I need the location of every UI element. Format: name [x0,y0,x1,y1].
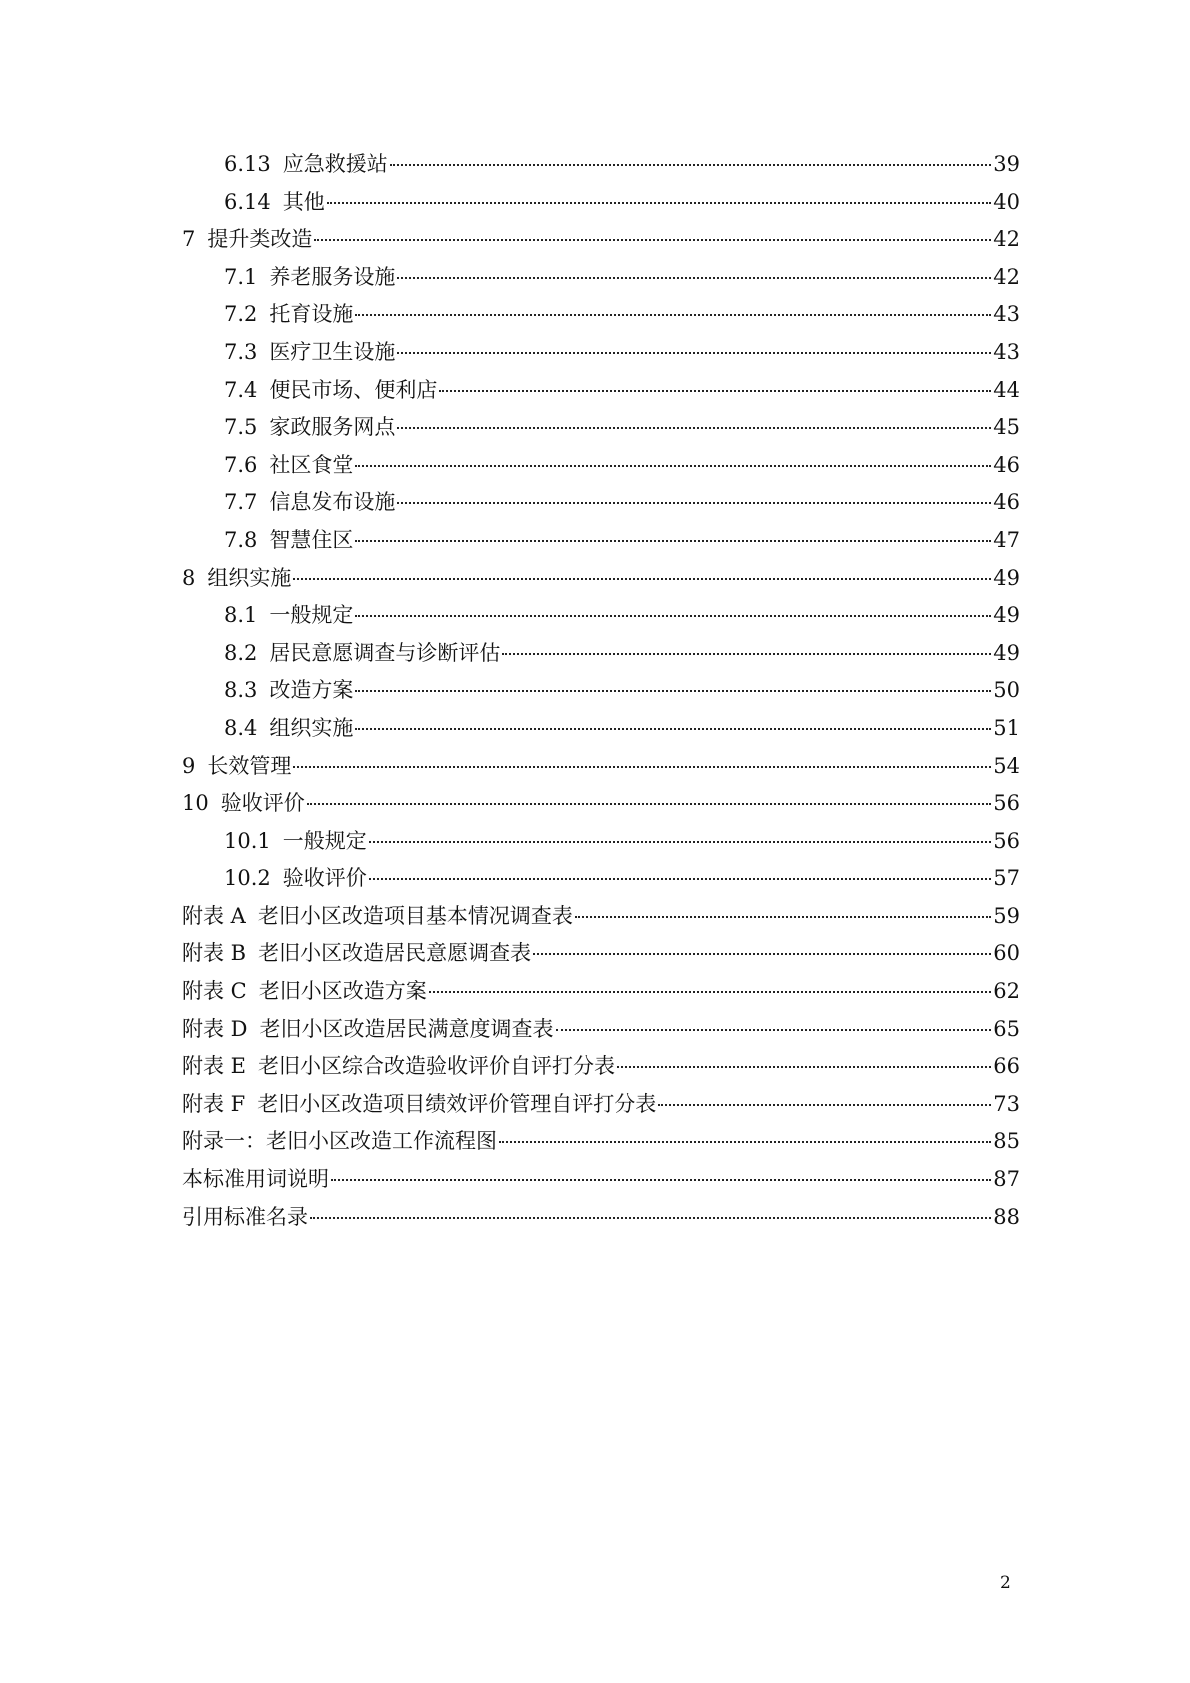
toc-entry-number: 8.2 [224,640,258,665]
toc-entry-title [182,1086,656,1124]
toc-entry-text: 组织实施 [207,565,292,590]
toc-dot-leader [397,351,991,354]
toc-dot-leader [310,1216,991,1219]
toc-entry-title [224,597,353,635]
toc-entry-text: 本标准用词说明 [182,1167,329,1192]
toc-entry-page: 40 [993,189,1020,214]
toc-entry-page: 42 [993,227,1020,252]
toc-entry-number: 10 [182,791,209,816]
toc-entry-number: 7.4 [224,377,258,402]
toc-dot-leader [314,238,991,241]
toc-entry-title [182,785,305,823]
toc-entry-number: 9 [182,753,196,778]
toc-entry[interactable] [182,860,1020,898]
toc-entry-text: 养老服务设施 [269,264,396,289]
toc-entry[interactable] [182,409,1020,447]
toc-entry[interactable] [182,748,1020,786]
toc-dot-leader [355,464,991,467]
toc-dot-leader [429,990,992,993]
toc-entry-number: 8.3 [224,678,258,703]
toc-entry-text: 托育设施 [269,302,354,327]
table-of-contents [182,146,1020,1236]
toc-entry[interactable] [182,1199,1020,1237]
toc-entry-title [182,1011,554,1049]
toc-entry[interactable] [182,898,1020,936]
toc-entry-page: 49 [993,565,1020,590]
toc-entry[interactable] [182,635,1020,673]
toc-entry-text: 附录一：老旧小区改造工作流程图 [182,1129,497,1154]
toc-entry-text: 长效管理 [207,753,292,778]
toc-dot-leader [533,952,991,955]
toc-entry-number: 7.5 [224,415,258,440]
toc-entry-page: 85 [993,1129,1020,1154]
toc-entry[interactable] [182,522,1020,560]
toc-dot-leader [355,727,991,730]
toc-entry-title [224,672,353,710]
toc-entry-title [224,146,388,184]
toc-entry[interactable] [182,560,1020,598]
toc-entry-page: 44 [993,377,1020,402]
toc-entry-title [224,259,395,297]
toc-entry-number: 6.13 [224,152,271,176]
toc-entry-title [182,1048,615,1086]
toc-entry-number: 附表 B [182,941,247,966]
toc-entry[interactable] [182,1048,1020,1086]
toc-entry-title [182,973,427,1011]
toc-entry-page: 47 [993,527,1020,552]
toc-entry-text: 医疗卫生设施 [269,339,396,364]
toc-entry-text: 引用标准名录 [182,1204,308,1229]
toc-entry[interactable] [182,334,1020,372]
toc-entry[interactable] [182,146,1020,184]
toc-entry-title [224,296,353,334]
toc-entry[interactable] [182,1086,1020,1124]
toc-entry-text: 老旧小区改造项目绩效评价管理自评打分表 [257,1091,657,1116]
toc-entry-number: 7.2 [224,302,258,327]
toc-entry[interactable] [182,484,1020,522]
toc-entry-title [224,372,437,410]
toc-entry-number: 7.8 [224,527,258,552]
toc-entry-title [182,560,291,598]
toc-entry[interactable] [182,973,1020,1011]
toc-entry[interactable] [182,935,1020,973]
toc-entry-number: 8 [182,565,196,590]
toc-dot-leader [397,501,991,504]
toc-entry-title [224,484,395,522]
toc-entry-text: 智慧住区 [269,527,354,552]
toc-entry-page: 49 [993,603,1020,628]
toc-dot-leader [617,1065,991,1068]
toc-dot-leader [355,313,991,316]
toc-entry-title [224,823,367,861]
toc-entry-page: 39 [993,152,1020,176]
toc-entry-title [182,221,312,259]
toc-entry-title [224,860,367,898]
toc-dot-leader [658,1103,991,1106]
toc-entry-page: 56 [993,828,1020,853]
toc-entry-page: 43 [993,339,1020,364]
toc-entry-title [182,1199,308,1237]
toc-entry-number: 7.7 [224,490,258,515]
toc-dot-leader [502,652,991,655]
toc-entry-title [182,898,573,936]
toc-entry-number: 10.1 [224,828,271,853]
toc-entry-title [224,409,395,447]
toc-dot-leader [369,877,992,880]
toc-entry-number: 8.1 [224,603,258,628]
toc-entry[interactable] [182,184,1020,222]
toc-entry-text: 其他 [282,189,325,214]
toc-entry-text: 老旧小区改造方案 [258,979,427,1004]
toc-entry-number: 附表 F [182,1091,246,1116]
page-number: 2 [1000,1573,1011,1593]
toc-entry-title [182,1123,497,1161]
toc-entry-title [224,184,325,222]
toc-dot-leader [397,276,991,279]
toc-entry-page: 66 [993,1054,1020,1079]
toc-entry-text: 改造方案 [269,678,354,703]
toc-entry[interactable] [182,1011,1020,1049]
toc-entry-text: 老旧小区综合改造验收评价自评打分表 [258,1054,616,1079]
toc-entry-text: 验收评价 [220,791,305,816]
toc-entry-page: 73 [993,1091,1020,1116]
toc-entry[interactable] [182,259,1020,297]
toc-entry-number: 10.2 [224,866,271,891]
toc-entry[interactable] [182,672,1020,710]
toc-entry-title [182,1161,329,1199]
toc-dot-leader [307,802,992,805]
toc-entry-text: 信息发布设施 [269,490,396,515]
toc-entry-page: 51 [993,715,1020,740]
toc-dot-leader [293,577,991,580]
toc-entry-page: 56 [993,791,1020,816]
toc-entry-text: 便民市场、便利店 [269,377,438,402]
toc-entry[interactable] [182,447,1020,485]
toc-entry-page: 87 [993,1167,1020,1192]
toc-entry-title [182,935,531,973]
toc-entry-number: 7 [182,227,196,252]
toc-entry-page: 62 [993,979,1020,1004]
toc-entry-number: 8.4 [224,715,258,740]
toc-dot-leader [293,765,991,768]
toc-dot-leader [556,1028,992,1031]
toc-dot-leader [355,614,991,617]
toc-entry-page: 54 [993,753,1020,778]
toc-entry[interactable] [182,823,1020,861]
toc-entry-number: 6.14 [224,189,271,214]
toc-entry-number: 7.6 [224,452,258,477]
toc-entry[interactable] [182,372,1020,410]
toc-dot-leader [355,539,991,542]
toc-entry-page: 42 [993,264,1020,289]
toc-entry-page: 88 [993,1204,1020,1229]
toc-entry-number: 附表 A [182,903,246,928]
toc-entry-page: 46 [993,452,1020,477]
toc-dot-leader [355,689,991,692]
toc-entry-text: 应急救援站 [282,152,388,176]
toc-entry-page: 45 [993,415,1020,440]
toc-entry-text: 提升类改造 [207,227,313,252]
toc-dot-leader [439,389,991,392]
toc-entry-page: 46 [993,490,1020,515]
toc-dot-leader [575,915,991,918]
toc-entry-title [182,748,291,786]
toc-dot-leader [397,426,991,429]
toc-entry-text: 居民意愿调查与诊断评估 [269,640,501,665]
toc-dot-leader [499,1140,991,1143]
toc-dot-leader [369,840,992,843]
toc-entry-title [224,522,353,560]
toc-entry-number: 附表 D [182,1016,248,1041]
toc-entry-page: 60 [993,941,1020,966]
toc-entry[interactable] [182,1161,1020,1199]
toc-entry-number: 附表 E [182,1054,247,1079]
toc-entry-text: 家政服务网点 [269,415,396,440]
toc-entry-number: 附表 C [182,979,247,1004]
toc-entry[interactable] [182,597,1020,635]
toc-entry-page: 59 [993,903,1020,928]
toc-entry[interactable] [182,785,1020,823]
toc-entry-title [224,334,395,372]
toc-entry-number: 7.3 [224,339,258,364]
toc-entry[interactable] [182,221,1020,259]
toc-entry-page: 57 [993,866,1020,891]
toc-entry-title [224,635,500,673]
toc-entry-text: 组织实施 [269,715,354,740]
toc-entry-title [224,447,353,485]
toc-entry[interactable] [182,296,1020,334]
toc-entry-text: 老旧小区改造居民满意度调查表 [259,1016,554,1041]
toc-entry-page: 50 [993,678,1020,703]
toc-entry[interactable] [182,1123,1020,1161]
toc-entry[interactable] [182,710,1020,748]
toc-entry-text: 老旧小区改造居民意愿调查表 [258,941,532,966]
toc-dot-leader [390,163,992,166]
toc-entry-text: 一般规定 [269,603,354,628]
toc-dot-leader [331,1178,991,1181]
toc-entry-page: 49 [993,640,1020,665]
toc-entry-page: 43 [993,302,1020,327]
toc-entry-text: 老旧小区改造项目基本情况调查表 [257,903,573,928]
toc-dot-leader [327,201,992,204]
toc-entry-number: 7.1 [224,264,258,289]
toc-entry-text: 一般规定 [282,828,367,853]
toc-entry-title [224,710,353,748]
toc-entry-text: 社区食堂 [269,452,354,477]
toc-entry-text: 验收评价 [282,866,367,891]
toc-entry-page: 65 [993,1016,1020,1041]
